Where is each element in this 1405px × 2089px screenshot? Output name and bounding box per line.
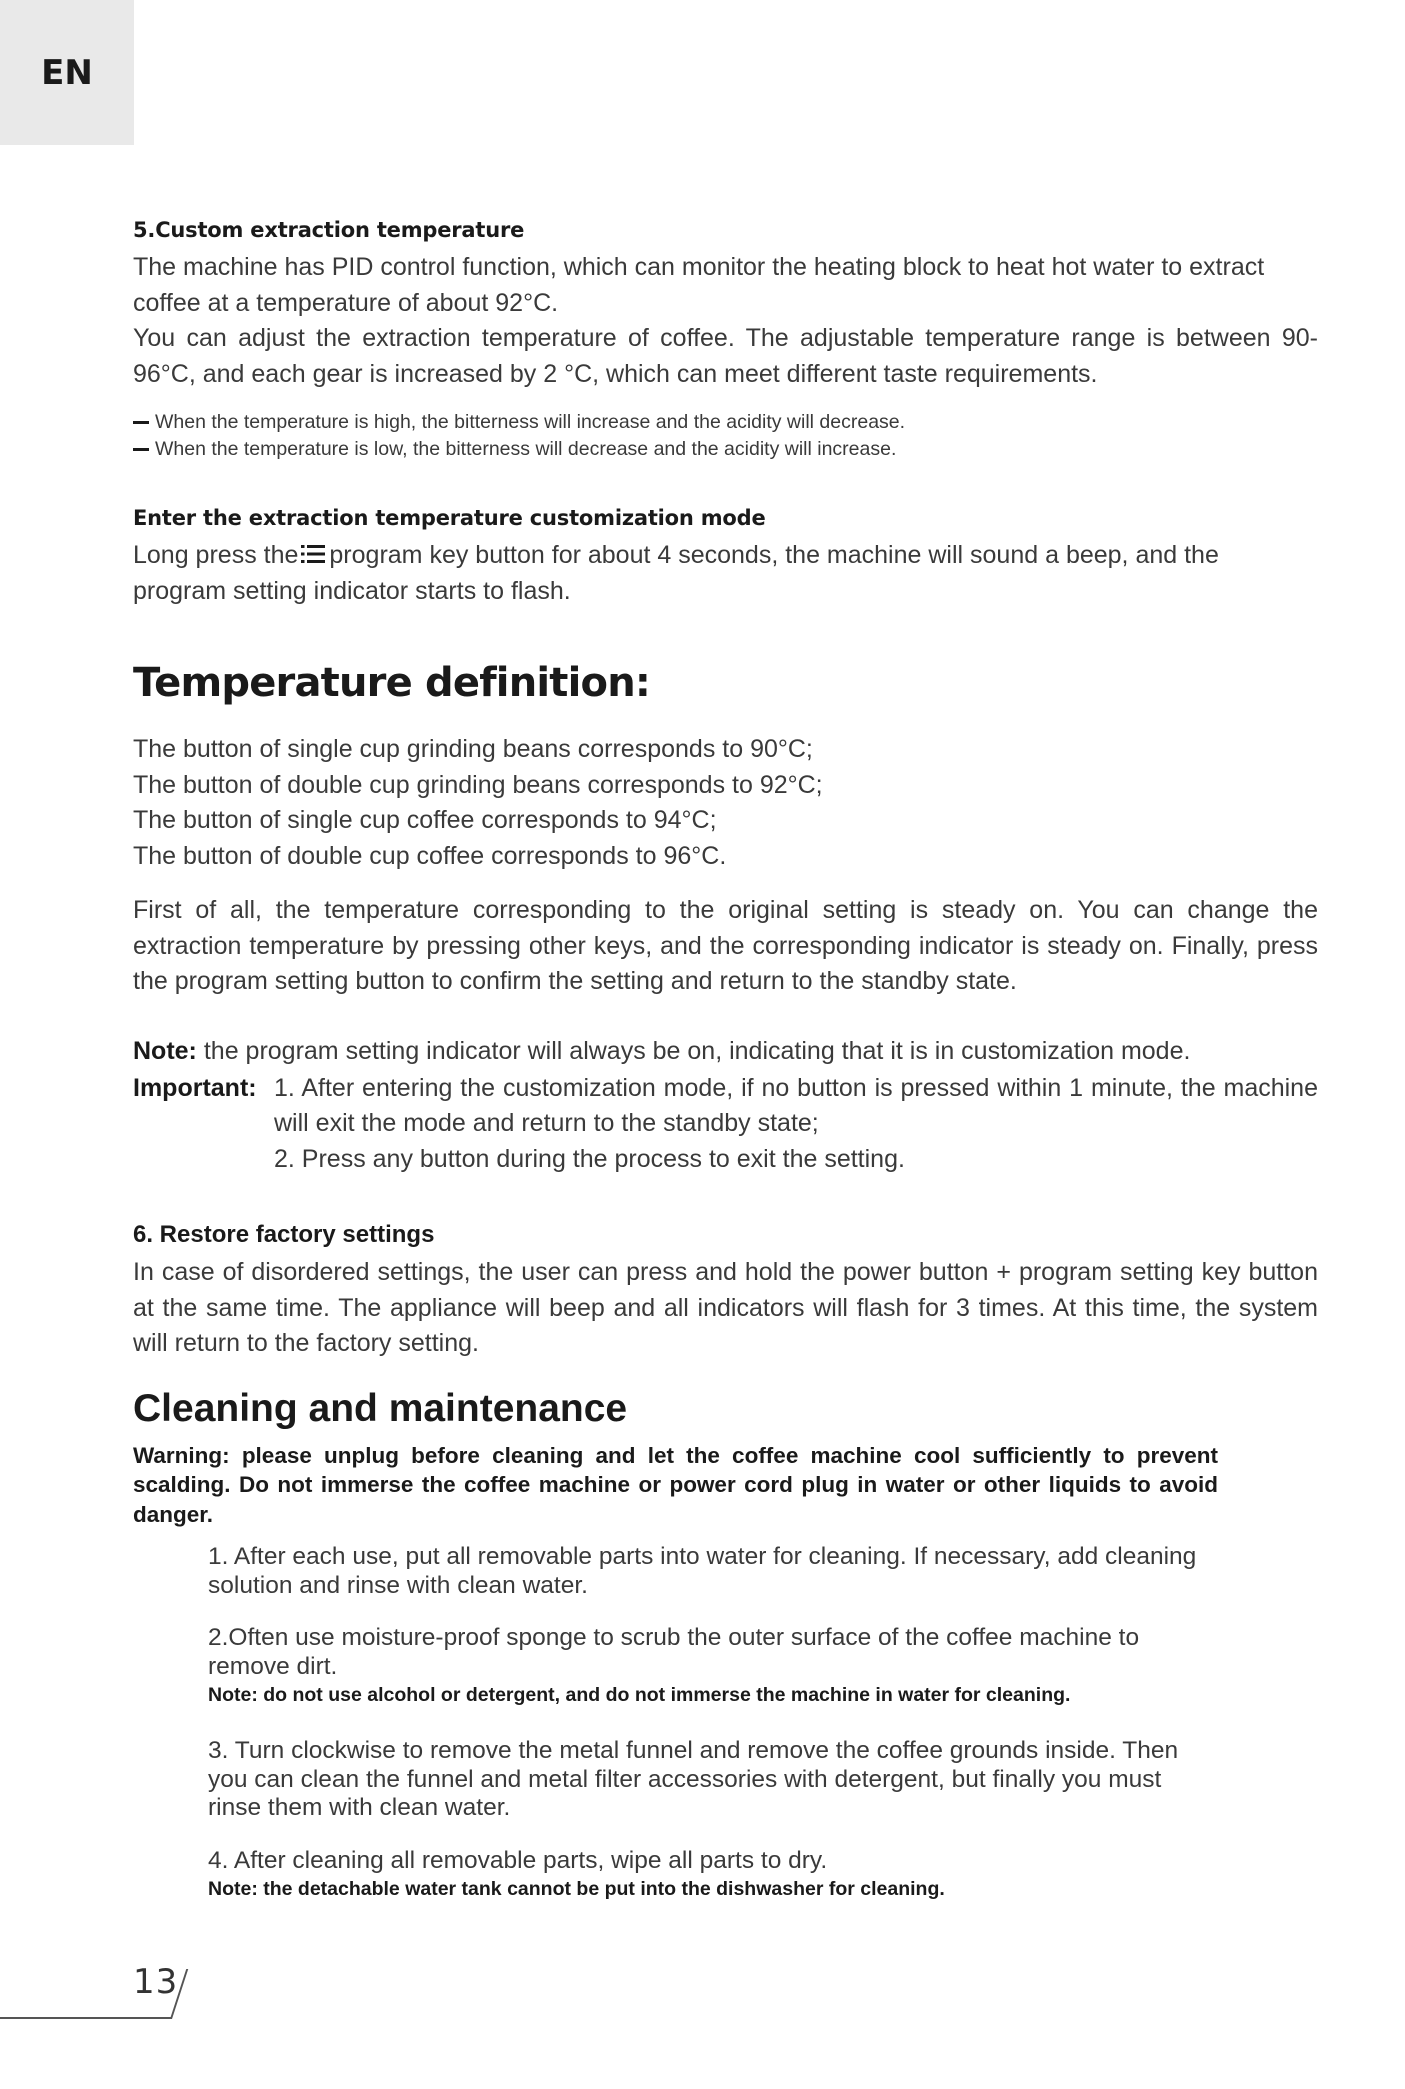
cleaning-step-4: 4. After cleaning all removable parts, wipe all parts to dry.: [208, 1846, 828, 1874]
list-item-text: When the temperature is high, the bitterness will increase and the acidity will decrease.: [155, 411, 906, 433]
language-label: EN: [41, 52, 93, 93]
section-6-heading: 6. Restore factory settings: [133, 1221, 435, 1248]
list-item: The button of single cup coffee corresponds to 94°C;: [133, 806, 717, 834]
temperature-definition-paragraph: First of all, the temperature corresponding to the original setting is steady on. You can change the extraction temperature by pressing other keys, and the corresponding indicator is steady on. Finally, press the program setting button to confirm the setting and return to the standby state.: [133, 896, 1318, 995]
important-item-2: 2. Press any button during the process to exit the setting.: [274, 1144, 905, 1173]
cleaning-step-1: 1. After each use, put all removable parts into water for cleaning. If necessary, add cleaning solution and rinse with clean water.: [208, 1543, 1197, 1599]
cleaning-step-2-note: Note: do not use alcohol or detergent, and do not immerse the machine in water for cleaning.: [208, 1684, 1071, 1706]
important-block: [133, 1071, 1318, 1178]
section-6-paragraph: In case of disordered settings, the user can press and hold the power button + program setting key button at the same time. The appliance will beep and all indicators will flash for 3 times. At this time, the system will return to the factory setting.: [133, 1258, 1318, 1357]
enter-mode-text-end: program key button for about 4 seconds, the machine will sound a beep, and the program setting indicator starts to flash.: [133, 541, 1219, 605]
important-label: Important:: [133, 1073, 257, 1102]
program-menu-icon: [301, 544, 325, 564]
dash-bullet-icon: [133, 421, 149, 424]
cleaning-step-3: 3. Turn clockwise to remove the metal funnel and remove the coffee grounds inside. Then you can clean the funnel and metal filter accessories with detergent, but finally you must rinse them with clean water.: [208, 1737, 1179, 1821]
note-text: the program setting indicator will always be on, indicating that it is in customization mode.: [203, 1036, 1191, 1065]
dash-bullet-icon: [133, 448, 149, 451]
page-number: 13: [133, 1962, 179, 2002]
important-item-1: 1. After entering the customization mode, if no button is pressed within 1 minute, the machine will exit the mode and return to the standby state;: [274, 1073, 1318, 1137]
cleaning-steps-list: [208, 1543, 1208, 1903]
list-item: The button of double cup grinding beans corresponds to 92°C;: [133, 770, 823, 799]
cleaning-warning: Warning: please unplug before cleaning and let the coffee machine cool sufficiently to prevent scalding. Do not immerse the coffee machine or power cord plug in water or other liquids to avoid danger.: [133, 1442, 1218, 1527]
list-item: The button of double cup coffee corresponds to 96°C.: [133, 841, 727, 870]
cleaning-step-4-note: Note: the detachable water tank cannot be put into the dishwasher for cleaning.: [208, 1878, 945, 1900]
note-paragraph: [133, 1034, 1318, 1069]
temperature-effects-list: [133, 409, 1318, 463]
section-5-paragraph-1: The machine has PID control function, which can monitor the heating block to heat hot water to extract coffee at a temperature of about 92°C.: [133, 253, 1265, 317]
enter-mode-heading: Enter the extraction temperature customization mode: [133, 506, 766, 530]
page-content: [133, 218, 1318, 1903]
section-5-paragraph-2: You can adjust the extraction temperature of coffee. The adjustable temperature range is between 90-96°C, and each gear is increased by 2 °C, which can meet different taste requirements.: [133, 324, 1318, 388]
cleaning-step-2: 2.Often use moisture-proof sponge to scrub the outer surface of the coffee machine to remove dirt.: [208, 1624, 1140, 1680]
section-5-heading: 5.Custom extraction temperature: [133, 218, 525, 242]
language-tab: [0, 0, 134, 145]
important-list: [274, 1071, 1318, 1178]
footer-rule: [0, 2017, 172, 2019]
note-label: Note:: [133, 1036, 197, 1065]
enter-mode-text-start: Long press the: [133, 541, 299, 569]
temperature-definition-heading: Temperature definition:: [133, 660, 651, 706]
list-item-text: When the temperature is low, the bitterness will decrease and the acidity will increase.: [155, 438, 897, 460]
enter-mode-paragraph: [133, 538, 1318, 609]
list-item: The button of single cup grinding beans corresponds to 90°C;: [133, 735, 813, 763]
list-item: [133, 409, 1318, 436]
cleaning-heading: Cleaning and maintenance: [133, 1386, 628, 1430]
temperature-definition-list: [133, 732, 1318, 874]
list-item: [133, 436, 1318, 463]
